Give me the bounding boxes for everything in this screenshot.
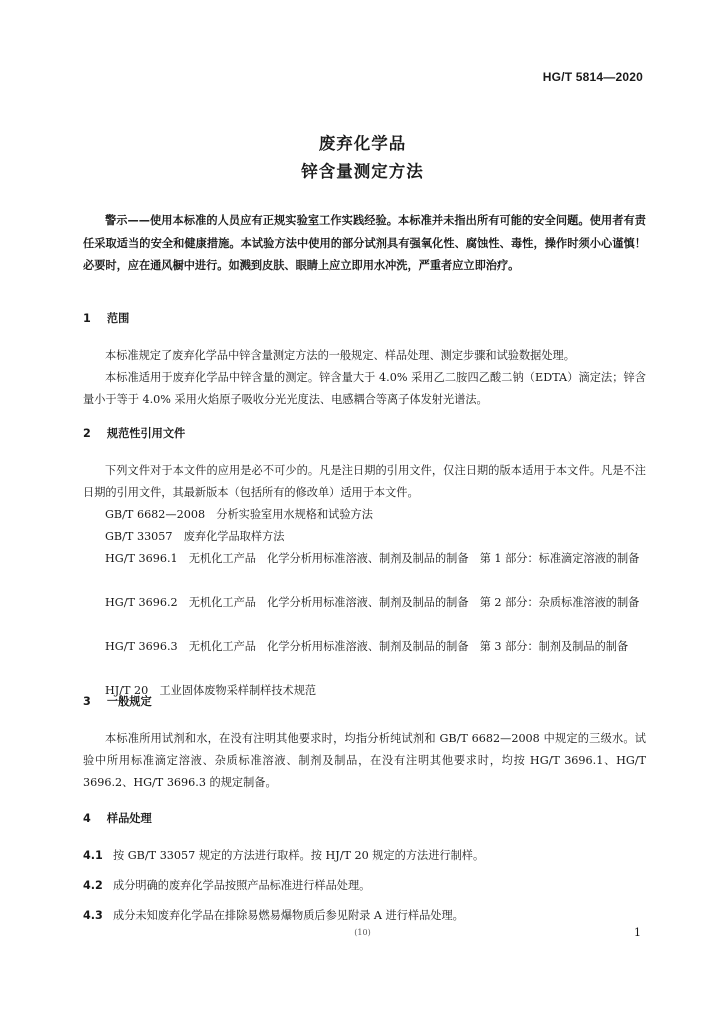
reference-item: GB/T 6682—2008 分析实验室用水规格和试验方法 <box>105 508 373 521</box>
reference-item: HG/T 3696.2 无机化工产品 化学分析用标准溶液、制剂及制品的制备 第 2 部分：杂质标准溶液的制备 <box>105 596 640 609</box>
subclause-4-2 <box>83 876 646 896</box>
subclause-text: 成分明确的废弃化学品按照产品标准进行样品处理。 <box>113 879 371 892</box>
subclause-text: 成分未知废弃化学品在排除易燃易爆物质后参见附录 A 进行样品处理。 <box>113 909 464 922</box>
section-number: 4 <box>83 812 91 825</box>
reference-item: HJ/T 20 工业固体废物采样制样技术规范 <box>105 684 317 697</box>
scope-paragraph-2: 本标准适用于废弃化学品中锌含量的测定。锌含量大于 4.0% 采用乙二胺四乙酸二钠（EDTA）滴定法；锌含量小于等于 4.0% 采用火焰原子吸收分光光度法、电感耦合等离子体发射光谱法。 <box>83 371 646 406</box>
section-title: 一般规定 <box>106 695 152 708</box>
section-4-heading <box>83 810 152 826</box>
reference-item: HG/T 3696.1 无机化工产品 化学分析用标准溶液、制剂及制品的制备 第 1 部分：标准滴定溶液的制备 <box>105 552 640 565</box>
subclause-number: 4.1 <box>83 849 103 862</box>
section-1-heading <box>83 310 129 326</box>
standard-code: HG/T 5814—2020 <box>542 70 643 84</box>
document-title-line2: 锌含量测定方法 <box>301 162 424 181</box>
section-number: 2 <box>83 427 91 440</box>
section-title: 范围 <box>106 312 130 325</box>
subclause-number: 4.2 <box>83 879 103 892</box>
page-number: 1 <box>634 926 641 939</box>
reference-item: GB/T 33057 废弃化学品取样方法 <box>105 530 285 543</box>
general-provisions-paragraph: 本标准所用试剂和水，在没有注明其他要求时，均指分析纯试剂和 GB/T 6682—2008 中规定的三级水。试验中所用标准滴定溶液、杂质标准溶液、制剂及制品，在没有注明其他要求时，均按 HG/T 3696.1、HG/T 3696.2、HG/T 3696.3 的规定制备。 <box>83 732 646 789</box>
scope-paragraph-1: 本标准规定了废弃化学品中锌含量测定方法的一般规定、样品处理、测定步骤和试验数据处理。 <box>105 349 575 362</box>
section-title: 规范性引用文件 <box>106 427 186 440</box>
section-3-heading <box>83 693 152 709</box>
subclause-4-3 <box>83 906 646 926</box>
section-number: 3 <box>83 695 91 708</box>
subclause-4-1 <box>83 846 646 866</box>
reference-item: HG/T 3696.3 无机化工产品 化学分析用标准溶液、制剂及制品的制备 第 3 部分：制剂及制品的制备 <box>105 640 629 653</box>
references-intro: 下列文件对于本文件的应用是必不可少的。凡是注日期的引用文件，仅注日期的版本适用于本文件。凡是不注日期的引用文件，其最新版本（包括所有的修改单）适用于本文件。 <box>83 464 646 499</box>
section-title: 样品处理 <box>106 812 152 825</box>
warning-paragraph: 警示——使用本标准的人员应有正规实验室工作实践经验。本标准并未指出所有可能的安全问题。使用者有责任采取适当的安全和健康措施。本试验方法中使用的部分试剂具有强氧化性、腐蚀性、毒性，操作时须小心谨慎！必要时，应在通风橱中进行。如溅到皮肤、眼睛上应立即用水冲洗，严重者应立即治疗。 <box>83 214 646 272</box>
footer-mark: (10) <box>354 928 371 937</box>
document-title-line1: 废弃化学品 <box>318 134 407 153</box>
section-2-heading <box>83 425 185 441</box>
subclause-number: 4.3 <box>83 909 103 922</box>
section-number: 1 <box>83 312 91 325</box>
subclause-text: 按 GB/T 33057 规定的方法进行取样。按 HJ/T 20 规定的方法进行制样。 <box>113 849 485 862</box>
